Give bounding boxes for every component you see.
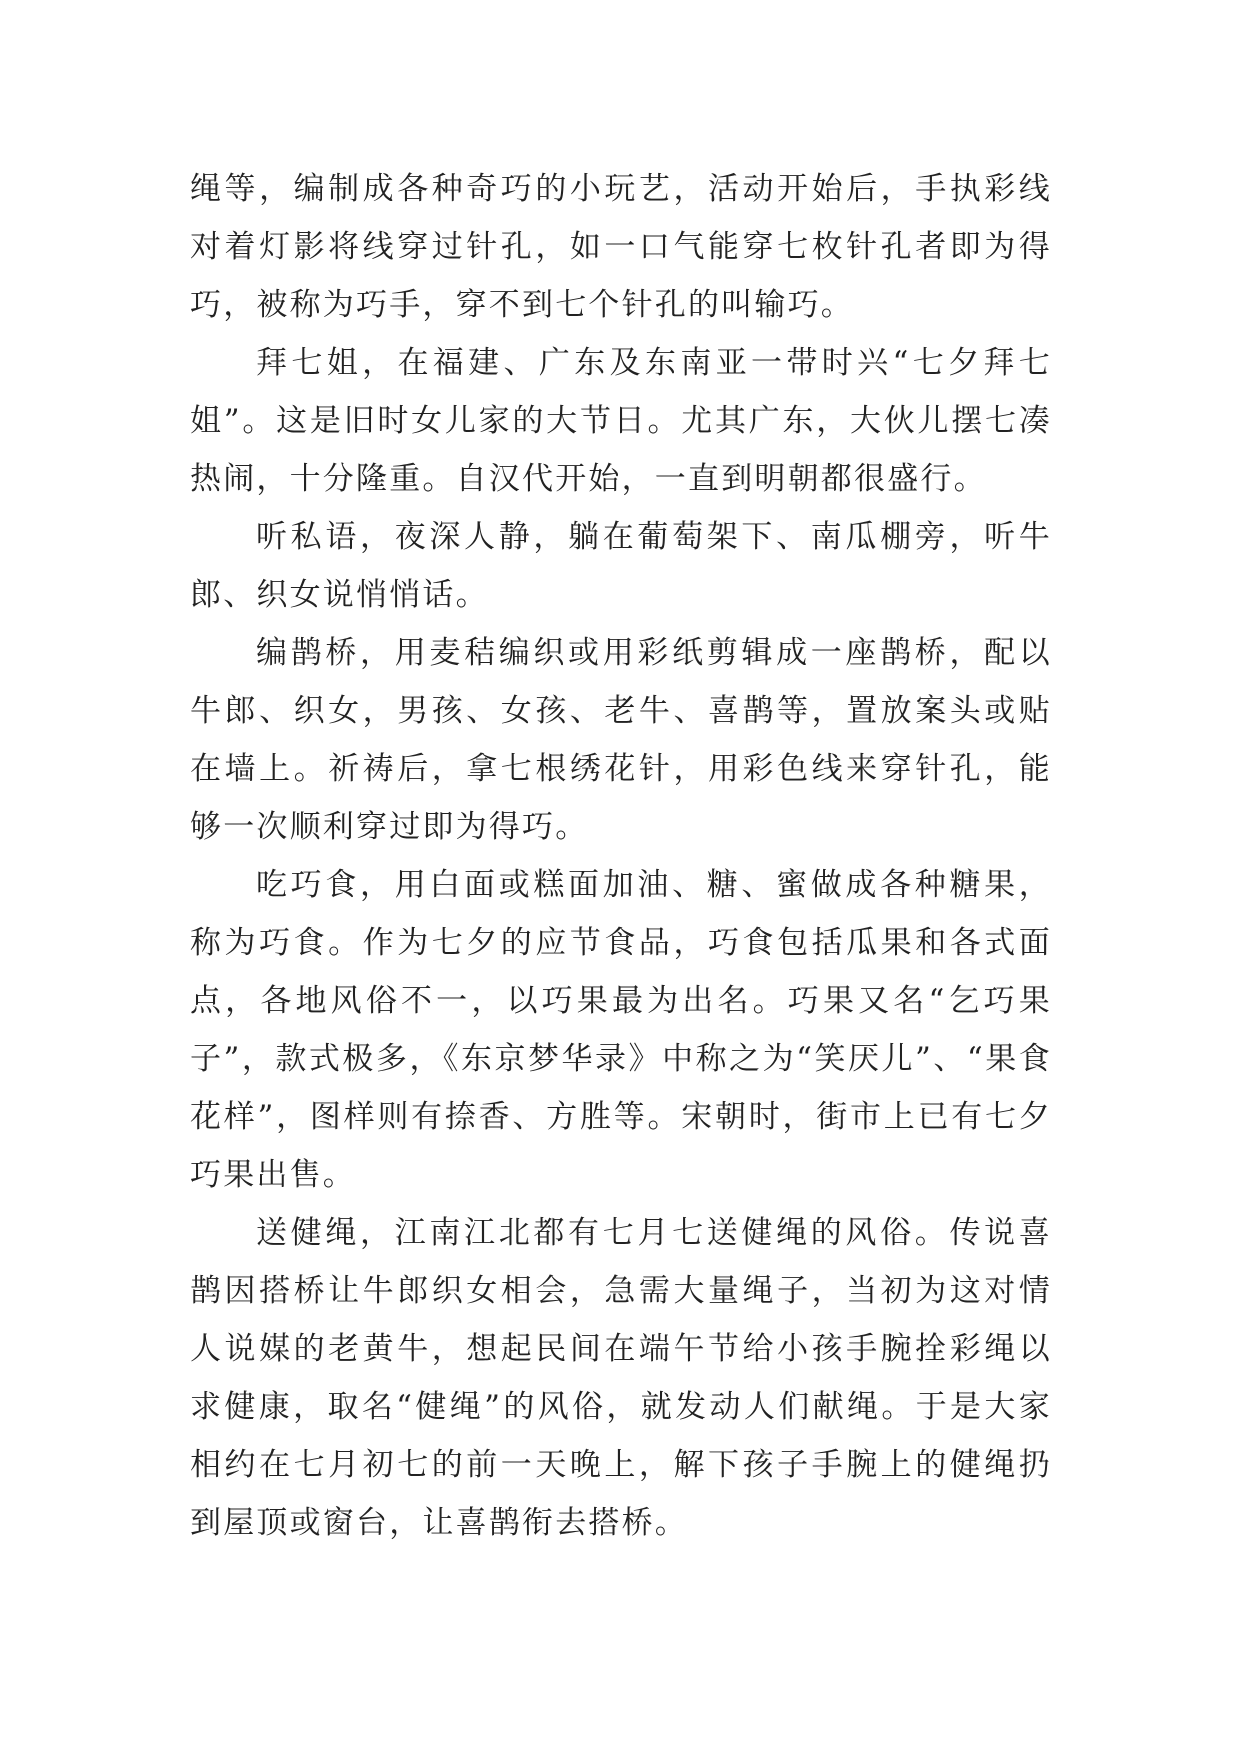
paragraph-bian-que-qiao: 编鹊桥，用麦秸编织或用彩纸剪辑成一座鹊桥，配以牛郎、织女，男孩、女孩、老牛、喜鹊等，置放案头或贴在墙上。祈祷后，拿七根绣花针，用彩色线来穿针孔，能够一次顺利穿过即为得巧。 xyxy=(190,635,1052,845)
paragraph-bai-qi-jie: 拜七姐，在福建、广东及东南亚一带时兴“七夕拜七姐”。这是旧时女儿家的大节日。尤其广东，大伙儿摆七凑热闹，十分隆重。自汉代开始，一直到明朝都很盛行。 xyxy=(190,345,1052,497)
paragraph-continued: 绳等，编制成各种奇巧的小玩艺，活动开始后，手执彩线对着灯影将线穿过针孔，如一口气能穿七枚针孔者即为得巧，被称为巧手，穿不到七个针孔的叫输巧。 xyxy=(190,171,1052,323)
document-body xyxy=(190,160,1052,1552)
paragraph-song-jian-sheng: 送健绳，江南江北都有七月七送健绳的风俗。传说喜鹊因搭桥让牛郎织女相会，急需大量绳子，当初为这对情人说媒的老黄牛，想起民间在端午节给小孩手腕拴彩绳以求健康，取名“健绳”的风俗，就发动人们献绳。于是大家相约在七月初七的前一天晚上，解下孩子手腕上的健绳扔到屋顶或窗台，让喜鹊衔去搭桥。 xyxy=(190,1215,1052,1541)
paragraph-ting-si-yu: 听私语，夜深人静，躺在葡萄架下、南瓜棚旁，听牛郎、织女说悄悄话。 xyxy=(190,519,1052,613)
paragraph-chi-qiao-shi: 吃巧食，用白面或糕面加油、糖、蜜做成各种糖果，称为巧食。作为七夕的应节食品，巧食包括瓜果和各式面点，各地风俗不一，以巧果最为出名。巧果又名“乞巧果子”，款式极多，《东京梦华录》中称之为“笑厌儿”、“果食花样”，图样则有捺香、方胜等。宋朝时，街市上已有七夕巧果出售。 xyxy=(190,867,1052,1193)
